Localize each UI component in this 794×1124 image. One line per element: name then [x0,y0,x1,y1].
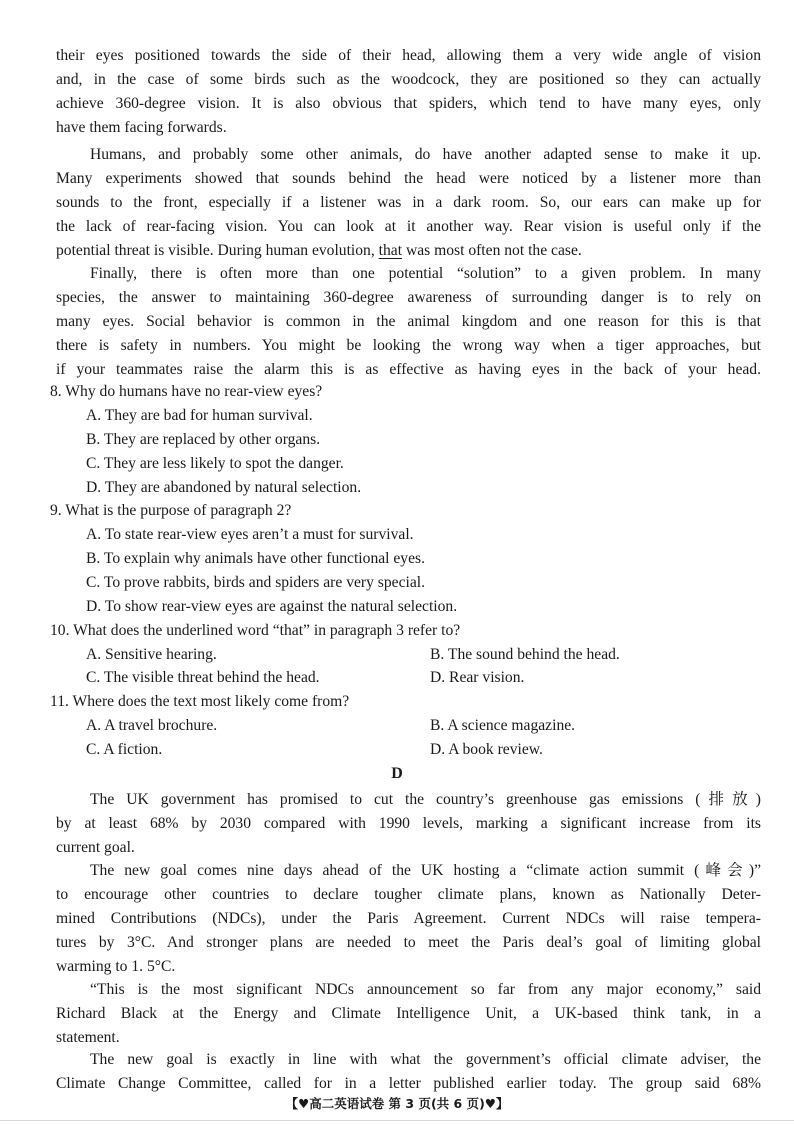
question-10-option-a: A. Sensitive hearing. [86,646,217,663]
question-9-stem: 9. What is the purpose of paragraph 2? [50,502,292,519]
passage-c-p1-line-1: their eyes positioned towards the side of their head, allowing them a very wide angle of vision [56,47,761,64]
question-11-option-d: D. A book review. [430,741,543,758]
question-10-option-b: B. The sound behind the head. [430,646,620,663]
passage-d-p2-line-4: tures by 3°C. And stronger plans are needed to meet the Paris deal’s goal of limiting global [56,934,761,951]
passage-d-p4-line-1: The new goal is exactly in line with what the government’s official climate adviser, the [90,1051,761,1068]
passage-c-p3-line-5: if your teammates raise the alarm this is as effective as having eyes in the back of your head. [56,361,761,378]
passage-c-p1-line-2: and, in the case of some birds such as the woodcock, they are positioned so they can actually [56,71,761,88]
question-11-stem: 11. Where does the text most likely come from? [50,693,350,710]
underlined-word-that: that [378,242,403,259]
passage-d-p3-line-1: “This is the most significant NDCs announcement so far from any major economy,” said [90,981,761,998]
passage-c-p3-line-3: many eyes. Social behavior is common in the animal kingdom and one reason for this is that [56,313,761,330]
passage-c-p3-line-1: Finally, there is often more than one potential “solution” to a given problem. In many [90,265,761,282]
bottom-rule [0,1120,794,1121]
question-10-option-d: D. Rear vision. [430,669,525,686]
question-9-option-a: A. To state rear-view eyes aren’t a must for survival. [86,526,414,543]
page-footer: 【♥高二英语试卷 第 3 页(共 6 页)♥】 [285,1096,509,1111]
passage-d-p4-line-2: Climate Change Committee, called for in a letter published earlier today. The group said 68% [56,1075,761,1092]
question-9-option-b: B. To explain why animals have other functional eyes. [86,550,425,567]
passage-c-p2-line-4: the lack of rear-facing vision. You can look at it another way. Rear vision is useful only if the [56,218,761,235]
passage-c-p1-line-4: have them facing forwards. [56,119,227,136]
question-8-option-c: C. They are less likely to spot the danger. [86,455,344,472]
passage-d-p2-line-1: The new goal comes nine days ahead of the UK hosting a “climate action summit (峰会)” [90,862,761,879]
question-8-option-a: A. They are bad for human survival. [86,407,313,424]
question-10-stem: 10. What does the underlined word “that” in paragraph 3 refer to? [50,622,461,639]
passage-d-p3-line-3: statement. [56,1029,120,1046]
passage-c-p1-line-3: achieve 360-degree vision. It is also obvious that spiders, which tend to have many eyes, only [56,95,761,112]
question-10-option-c: C. The visible threat behind the head. [86,669,320,686]
passage-d-p1-line-1: The UK government has promised to cut the country’s greenhouse gas emissions (排放) [90,791,761,808]
passage-d-p2-line-5: warming to 1. 5°C. [56,958,176,975]
passage-d-p1-line-3: current goal. [56,839,135,856]
section-heading-d: D [391,765,403,782]
question-9-option-d: D. To show rear-view eyes are against the natural selection. [86,598,458,615]
question-9-option-c: C. To prove rabbits, birds and spiders are very special. [86,574,425,591]
passage-c-p3-line-2: species, the answer to maintaining 360-degree awareness of surrounding danger is to rely on [56,289,761,306]
question-8-option-b: B. They are replaced by other organs. [86,431,321,448]
question-11-option-b: B. A science magazine. [430,717,576,734]
p2-last-before: potential threat is visible. During human evolution, [56,242,379,259]
passage-d-p2-line-2: to encourage other countries to declare tougher climate plans, known as Nationally Deter- [56,886,761,903]
passage-d-p2-line-3: mined Contributions (NDCs), under the Paris Agreement. Current NDCs will raise tempera- [56,910,761,927]
passage-c-p2-line-1: Humans, and probably some other animals, do have another adapted sense to make it up. [90,146,761,163]
question-8-option-d: D. They are abandoned by natural selection. [86,479,362,496]
passage-d-p3-line-2: Richard Black at the Energy and Climate Intelligence Unit, a UK-based think tank, in a [56,1005,761,1022]
passage-c-p3-line-4: there is safety in numbers. You might be looking the wrong way when a tiger approaches, but [56,337,761,354]
question-8-stem: 8. Why do humans have no rear-view eyes? [50,383,323,400]
passage-c-p2-line-3: sounds to the front, especially if a listener was in a dark room. So, our ears can make up for [56,194,761,211]
passage-c-p2-line-5 [56,241,761,261]
question-11-option-c: C. A fiction. [86,741,163,758]
passage-c-p2-line-2: Many experiments showed that sounds behind the head were noticed by a listener more than [56,170,761,187]
passage-d-p1-line-2: by at least 68% by 2030 compared with 1990 levels, marking a significant increase from its [56,815,761,832]
question-11-option-a: A. A travel brochure. [86,717,218,734]
p2-last-after: was most often not the case. [402,242,582,259]
